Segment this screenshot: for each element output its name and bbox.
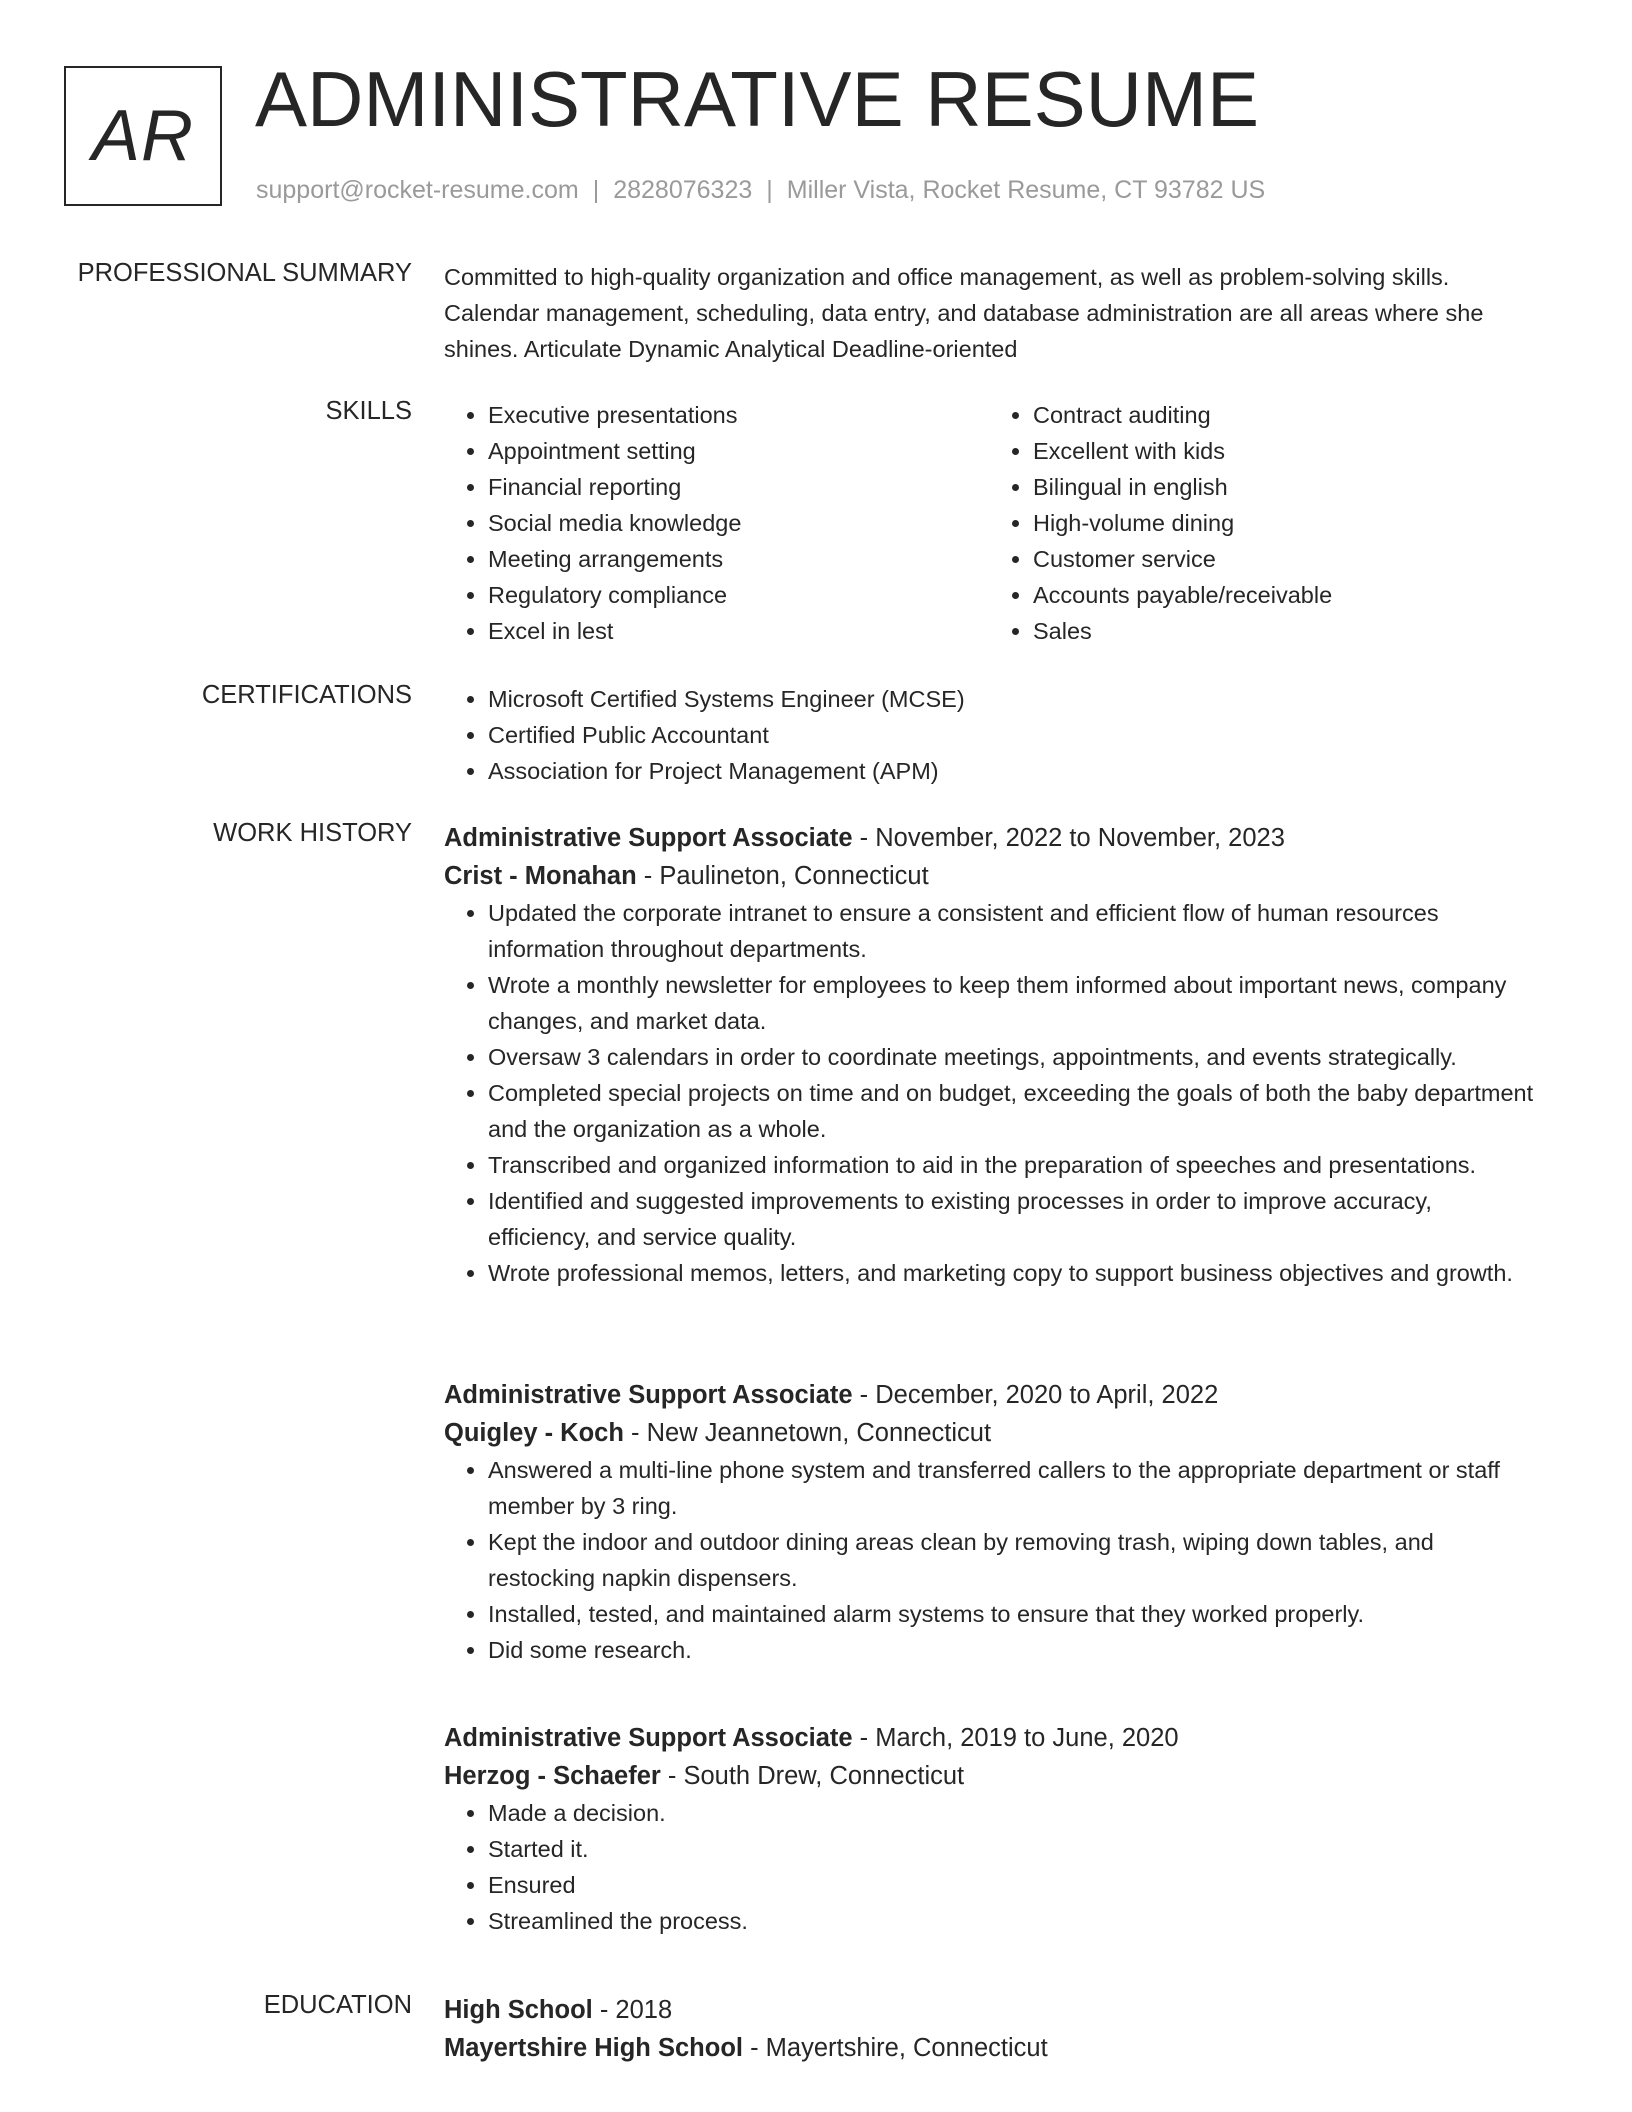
monogram-initials: AR	[64, 66, 222, 206]
section-title: SKILLS	[325, 397, 412, 425]
job-bullet: • Made a decision.	[488, 1795, 1534, 1831]
certifications-list	[444, 681, 1534, 789]
job-role: Administrative Support Associate	[444, 824, 853, 852]
section-title: EDUCATION	[263, 1991, 412, 2019]
skill-item: • Social media knowledge	[488, 505, 989, 541]
job-role: Administrative Support Associate	[444, 1724, 853, 1752]
skill-item: • Excel in lest	[488, 613, 989, 649]
job-bullet: • Answered a multi-line phone system and transferred callers to the appropriate department or staff member by 3 ring.	[488, 1452, 1534, 1524]
skill-item: • Regulatory compliance	[488, 577, 989, 613]
job-bullet: • Oversaw 3 calendars in order to coordinate meetings, appointments, and events strategically.	[488, 1039, 1534, 1075]
education-school-line	[444, 2029, 1534, 2067]
job-dates: - November, 2022 to November, 2023	[852, 824, 1285, 852]
job-role-line	[444, 1376, 1534, 1414]
job-bullets	[444, 895, 1534, 1291]
job-bullet: • Installed, tested, and maintained alarm systems to ensure that they worked properly.	[488, 1596, 1534, 1632]
skill-item: • Financial reporting	[488, 469, 989, 505]
section-title: WORK HISTORY	[213, 819, 412, 847]
contact-phone: 2828076323	[613, 176, 753, 204]
skill-item: • Customer service	[1033, 541, 1534, 577]
job-entry	[444, 1719, 1534, 1939]
job-bullet: • Updated the corporate intranet to ensure a consistent and efficient flow of human resources information throughout departments.	[488, 895, 1534, 967]
education-location: - Mayertshire, Connecticut	[742, 2034, 1048, 2062]
certification-item: • Certified Public Accountant	[488, 717, 1534, 753]
job-bullet: • Started it.	[488, 1831, 1534, 1867]
certification-item: • Association for Project Management (APM)	[488, 753, 1534, 789]
skill-item: • Excellent with kids	[1033, 433, 1534, 469]
job-dates: - March, 2019 to June, 2020	[852, 1724, 1179, 1752]
skill-item: • Contract auditing	[1033, 397, 1534, 433]
job-bullet: • Wrote professional memos, letters, and marketing copy to support business objectives and growth.	[488, 1255, 1534, 1291]
job-entry	[444, 1376, 1534, 1668]
summary-text: Committed to high-quality organization and office management, as well as problem-solving skills. Calendar management, scheduling, data entry, and database administration are all areas where she shines. Articulate Dynamic Analytical Deadline-oriented	[444, 264, 1484, 362]
section-title: CERTIFICATIONS	[201, 681, 412, 709]
education-degree: High School	[444, 1996, 593, 2024]
skill-item: • High-volume dining	[1033, 505, 1534, 541]
job-bullets	[444, 1795, 1534, 1939]
certification-item: • Microsoft Certified Systems Engineer (MCSE)	[488, 681, 1534, 717]
skill-item: • Bilingual in english	[1033, 469, 1534, 505]
job-bullet: • Did some research.	[488, 1632, 1534, 1668]
skills-list-right	[989, 397, 1534, 649]
job-bullet: • Completed special projects on time and on budget, exceeding the goals of both the baby department and the organization as a whole.	[488, 1075, 1534, 1147]
job-company-line	[444, 857, 1534, 895]
resume-title: ADMINISTRATIVE RESUME	[255, 55, 1259, 143]
job-company-line	[444, 1757, 1534, 1795]
contact-address: Miller Vista, Rocket Resume, CT 93782 US	[786, 176, 1266, 204]
job-bullet: • Transcribed and organized information to aid in the preparation of speeches and presentations.	[488, 1147, 1534, 1183]
job-location: - Paulineton, Connecticut	[636, 862, 929, 890]
job-company-line	[444, 1414, 1534, 1452]
contact-separator: |	[766, 176, 773, 204]
job-bullet: • Identified and suggested improvements to existing processes in order to improve accuracy, efficiency, and service quality.	[488, 1183, 1534, 1255]
skill-item: • Executive presentations	[488, 397, 989, 433]
contact-email: support@rocket-resume.com	[256, 176, 579, 204]
contact-separator: |	[592, 176, 600, 204]
skill-item: • Meeting arrangements	[488, 541, 989, 577]
section-title: PROFESSIONAL SUMMARY	[77, 259, 412, 287]
job-location: - New Jeannetown, Connecticut	[623, 1419, 992, 1447]
contact-line	[256, 176, 1265, 205]
job-bullets	[444, 1452, 1534, 1668]
job-bullet: • Wrote a monthly newsletter for employees to keep them informed about important news, company changes, and market data.	[488, 967, 1534, 1039]
job-role: Administrative Support Associate	[444, 1381, 853, 1409]
skill-item: • Sales	[1033, 613, 1534, 649]
job-bullet: • Kept the indoor and outdoor dining areas clean by removing trash, wiping down tables, and restocking napkin dispensers.	[488, 1524, 1534, 1596]
job-role-line	[444, 819, 1534, 857]
job-location: - South Drew, Connecticut	[660, 1762, 965, 1790]
job-role-line	[444, 1719, 1534, 1757]
job-bullet: • Ensured	[488, 1867, 1534, 1903]
skills-list-left	[444, 397, 989, 649]
job-dates: - December, 2020 to April, 2022	[852, 1381, 1219, 1409]
job-bullet: • Streamlined the process.	[488, 1903, 1534, 1939]
skill-item: • Accounts payable/receivable	[1033, 577, 1534, 613]
skill-item: • Appointment setting	[488, 433, 989, 469]
job-company: Herzog - Schaefer	[444, 1762, 661, 1790]
job-entry	[444, 819, 1534, 1291]
education-degree-line	[444, 1991, 1534, 2029]
education-school: Mayertshire High School	[444, 2034, 743, 2062]
education-year: - 2018	[592, 1996, 673, 2024]
job-company: Quigley - Koch	[444, 1419, 624, 1447]
job-company: Crist - Monahan	[444, 862, 637, 890]
